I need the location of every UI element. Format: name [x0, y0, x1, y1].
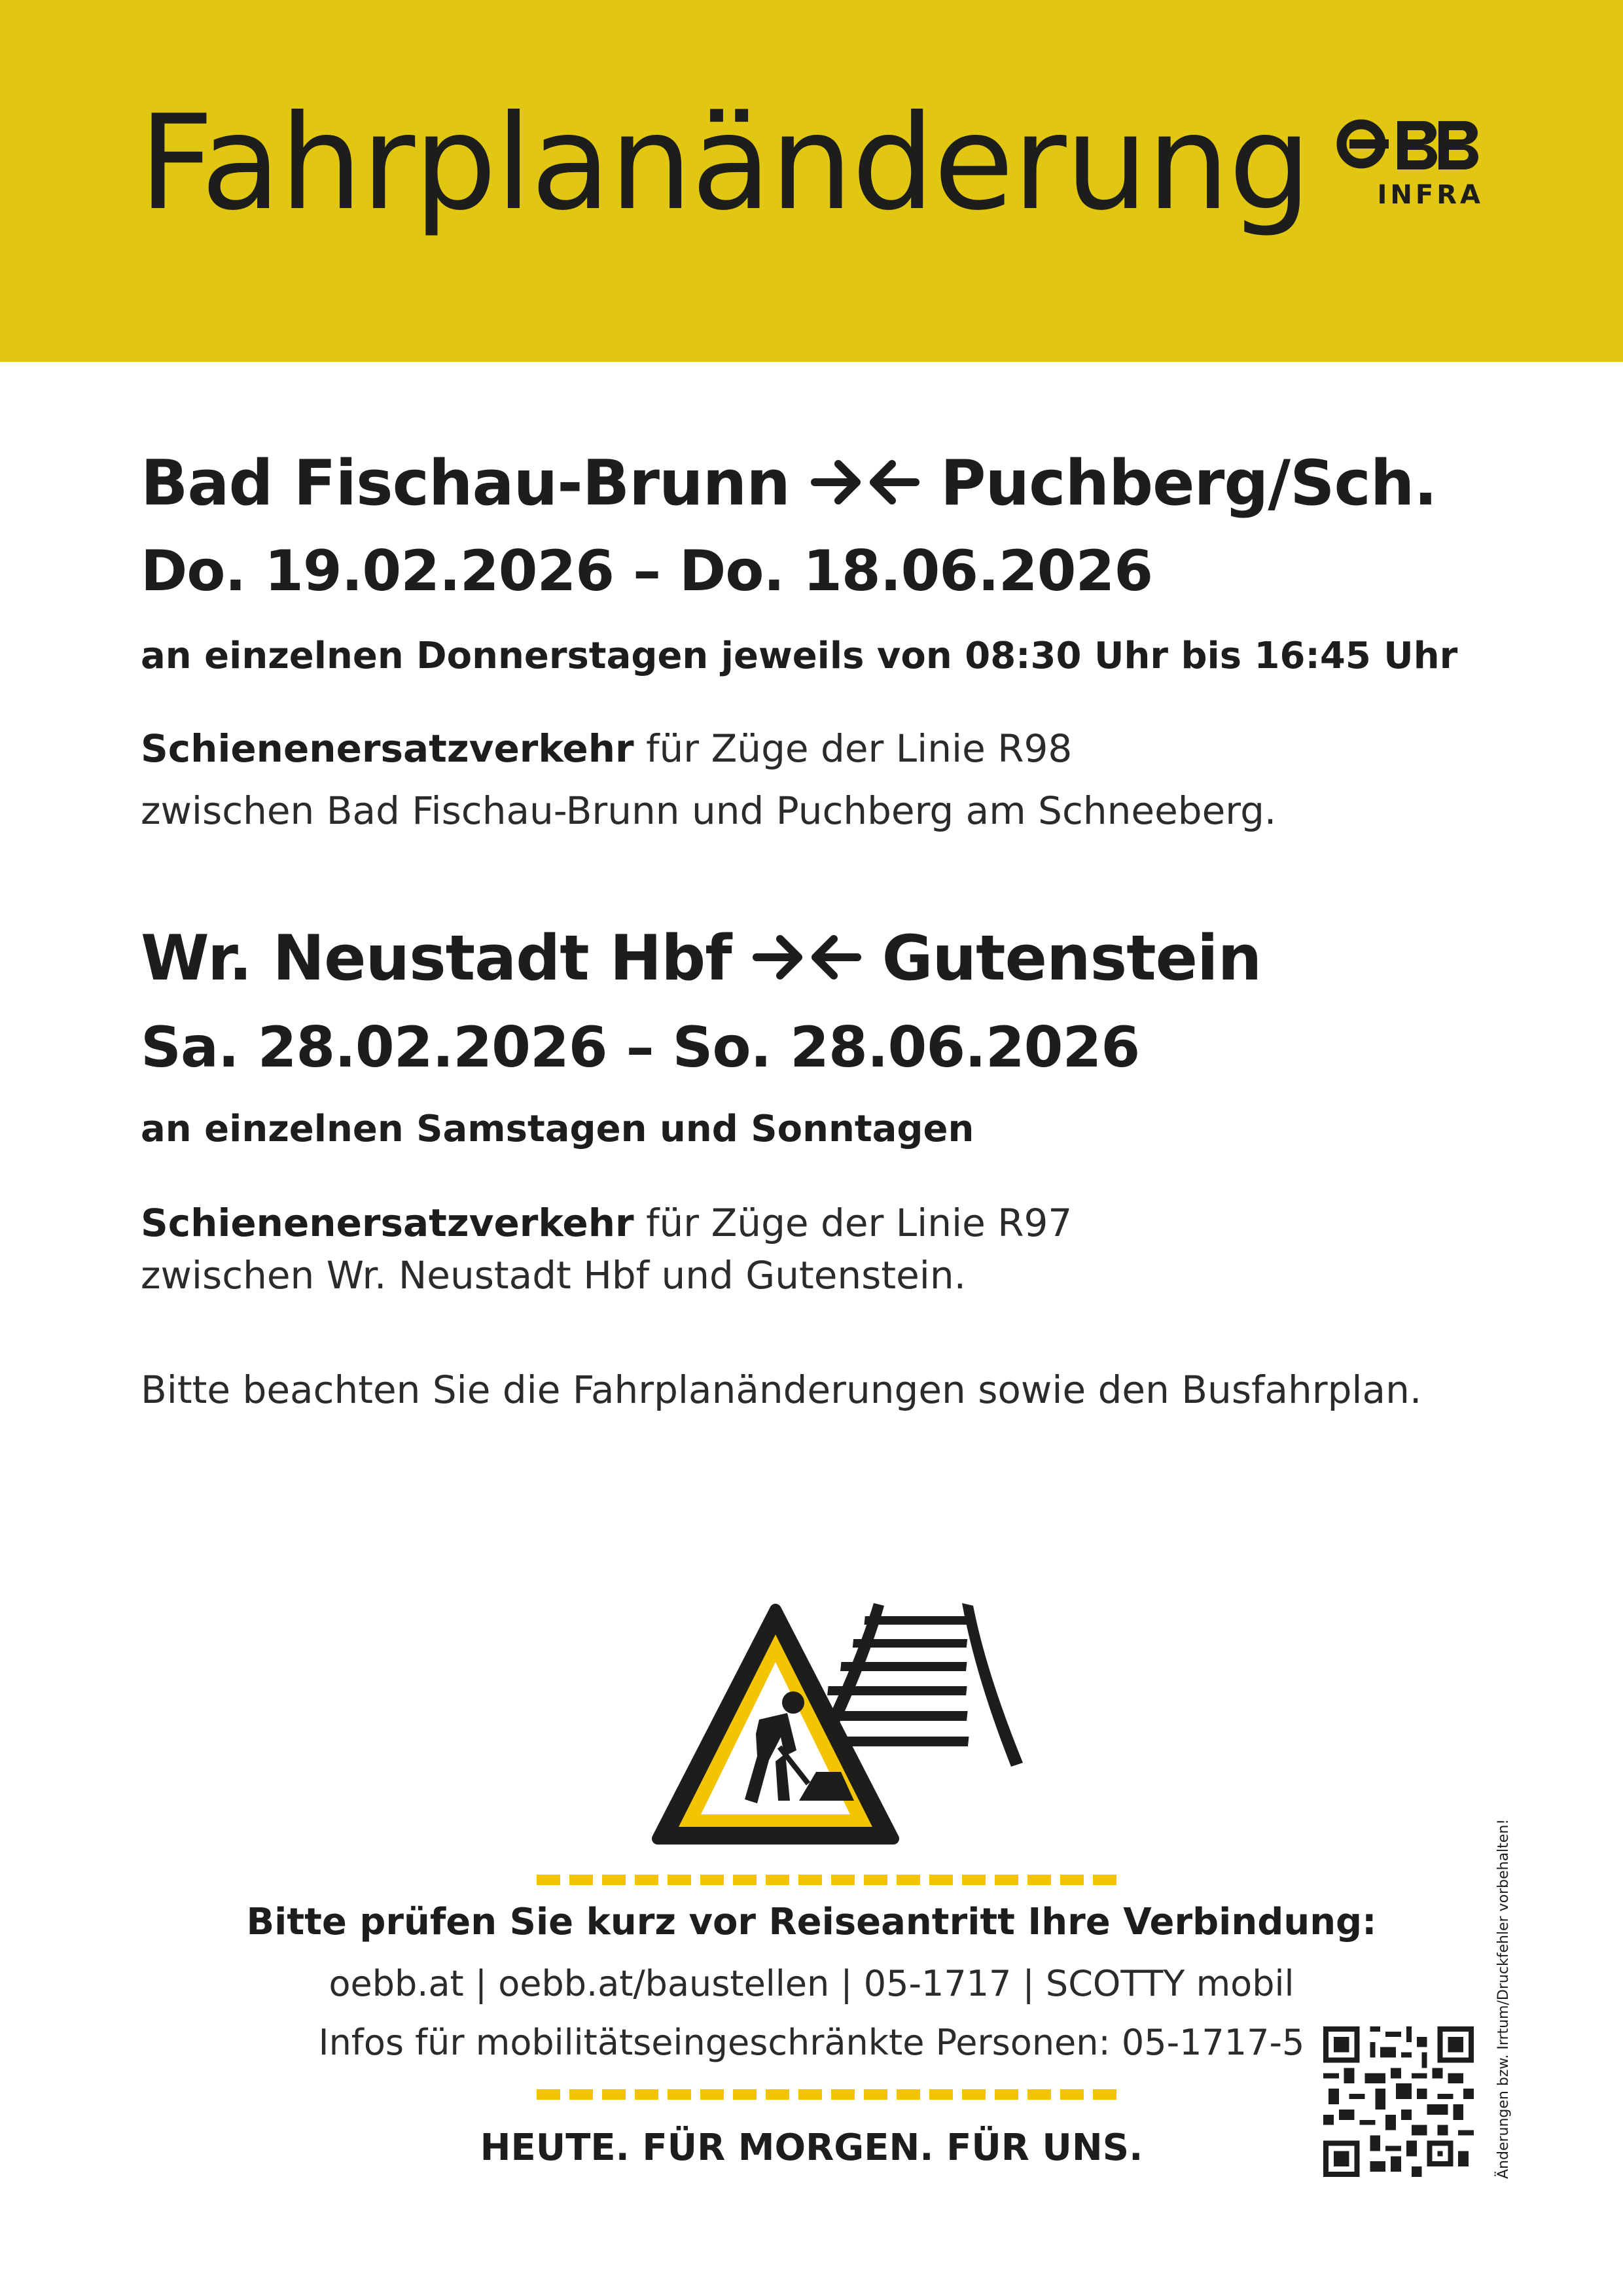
route-to: Puchberg/Sch.	[940, 448, 1437, 520]
route-from: Bad Fischau-Brunn	[141, 448, 790, 520]
sev-label: Schienenersatzverkehr	[141, 726, 634, 771]
schedule-note-1: an einzelnen Donnerstagen jeweils von 08:30 Uhr bis 16:45 Uhr	[141, 635, 1458, 677]
route-to: Gutenstein	[882, 923, 1262, 995]
disclaimer-text: Änderungen bzw. Irrtum/Druckfehler vorbehalten!	[1495, 1818, 1512, 2179]
dash-row	[537, 2089, 1116, 2100]
sev-label: Schienenersatzverkehr	[141, 1201, 634, 1245]
oebb-logo-mark	[1335, 115, 1489, 173]
footer-slogan: HEUTE. FÜR MORGEN. FÜR UNS.	[480, 2127, 1143, 2169]
footer-headline: Bitte prüfen Sie kurz vor Reiseantritt Ihre Verbindung:	[246, 1901, 1377, 1943]
route-heading-1	[141, 448, 1437, 520]
footer-accessibility: Infos für mobilitätseingeschränkte Personen: 05-1717-5	[318, 2022, 1305, 2063]
page-title: Fahrplanänderung	[139, 87, 1311, 239]
qr-code-icon[interactable]	[1323, 2026, 1474, 2177]
dashed-divider-top	[537, 1873, 1126, 1887]
route-heading-2	[141, 923, 1262, 995]
sev-line-text: für Züge der Linie R97	[633, 1201, 1073, 1245]
header-banner	[0, 0, 1623, 362]
schedule-note-2: an einzelnen Samstagen und Sonntagen	[141, 1108, 974, 1150]
timetable-notice: Bitte beachten Sie die Fahrplanänderungen sowie den Busfahrplan.	[141, 1368, 1422, 1412]
replacement-service-line-1	[141, 726, 1073, 771]
replacement-route-1: zwischen Bad Fischau-Brunn und Puchberg am Schneeberg.	[141, 788, 1277, 833]
replacement-service-line-2	[141, 1201, 1073, 1245]
date-range-1: Do. 19.02.2026 – Do. 18.06.2026	[141, 539, 1153, 604]
oebb-logo-icon	[1335, 115, 1489, 213]
date-range-2: Sa. 28.02.2026 – So. 28.06.2026	[141, 1015, 1140, 1080]
sev-line-text: für Züge der Linie R98	[633, 726, 1073, 771]
logo-subtitle: INFRA	[1377, 180, 1484, 210]
construction-illustration	[645, 1597, 1037, 1858]
footer-contacts: oebb.at | oebb.at/baustellen | 05-1717 | SCOTTY mobil	[329, 1963, 1294, 2004]
double-arrow-icon	[751, 931, 863, 994]
route-from: Wr. Neustadt Hbf	[141, 923, 732, 995]
dashed-divider-bottom	[537, 2087, 1126, 2102]
dash-row	[537, 1875, 1116, 1885]
replacement-route-2: zwischen Wr. Neustadt Hbf und Gutenstein.	[141, 1253, 967, 1298]
double-arrow-icon	[810, 456, 921, 519]
